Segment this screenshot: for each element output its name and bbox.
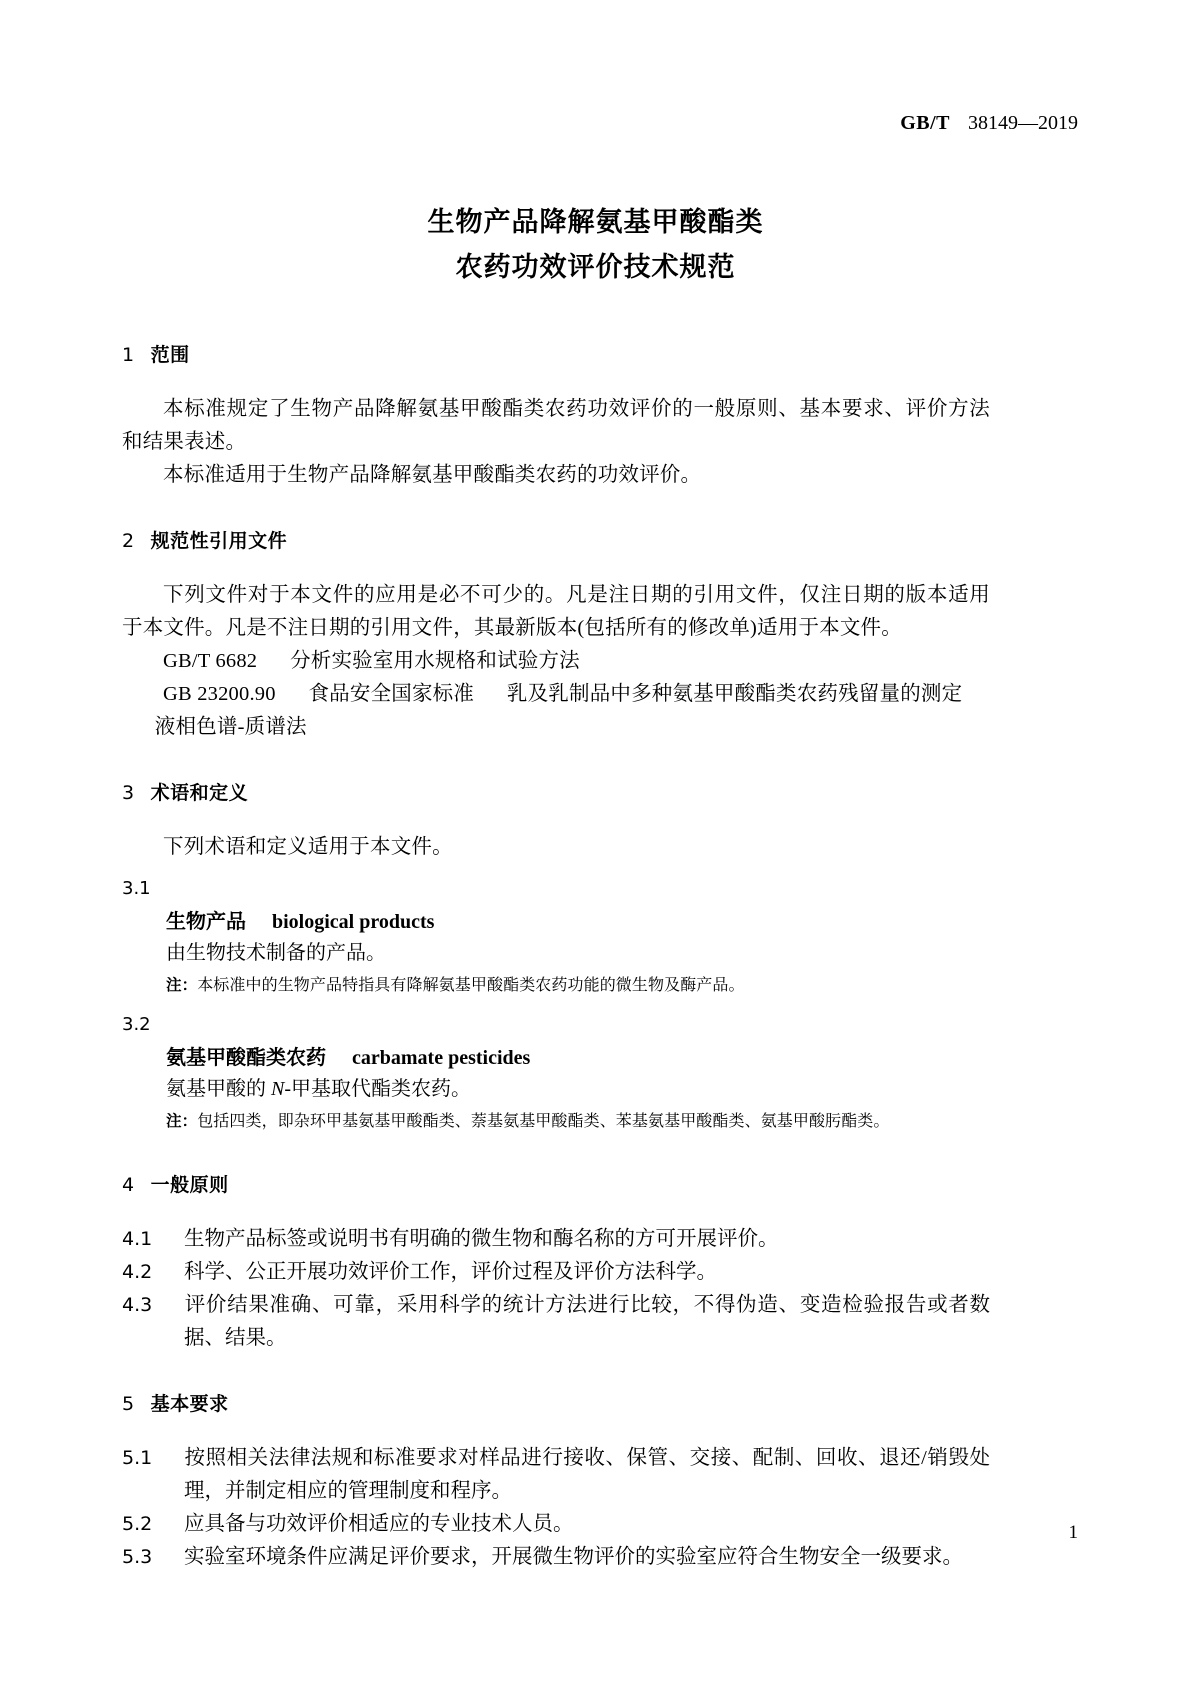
standard-number: 38149—2019 (968, 112, 1078, 134)
clause-index-4-1: 4.1 (122, 1228, 153, 1250)
clause-text-4-1: 生物产品标签或说明书有明确的微生物和酶名称的方可开展评价。 (184, 1228, 779, 1250)
section-number-1: 1 (122, 344, 135, 366)
note-label-3-2: 注： (166, 1112, 198, 1130)
clause-number-3-1: 3.1 (122, 878, 151, 899)
clause-index-4-3: 4.3 (122, 1294, 153, 1316)
reference-code-2: GB 23200.90 (163, 683, 276, 705)
definition-prefix-3-2: 氨基甲酸的 (166, 1078, 266, 1100)
section-title-5: 基本要求 (150, 1393, 229, 1415)
term-3-2 (166, 1042, 990, 1074)
note-label-3-1: 注： (166, 976, 198, 994)
clause-text-4-2: 科学、公正开展功效评价工作，评价过程及评价方法科学。 (184, 1261, 717, 1283)
reference-code-1: GB/T 6682 (163, 650, 258, 672)
reference-item-2 (122, 678, 990, 744)
clause-number-3-2: 3.2 (122, 1014, 151, 1035)
clause-index-5-2: 5.2 (122, 1513, 153, 1535)
note-text-3-1: 本标准中的生物产品特指具有降解氨基甲酸酯类农药功能的微生物及酶产品。 (197, 977, 745, 994)
term-definition-3-1: 由生物技术制备的产品。 (166, 942, 386, 964)
reference-name-2b: 乳及乳制品中多种氨基甲酸酯类农药残留量的测定 (506, 683, 963, 705)
section-title-1: 范围 (150, 344, 190, 366)
section-1-paragraph-2: 本标准适用于生物产品降解氨基甲酸酯类农药的功效评价。 (163, 464, 702, 486)
section-number-5: 5 (122, 1393, 135, 1415)
section-heading-1 (122, 340, 990, 367)
title-line-1: 生物产品降解氨基甲酸酯类 (427, 207, 764, 238)
term-note-3-1 (166, 971, 990, 1000)
term-cn-3-2: 氨基甲酸酯类农药 (166, 1045, 326, 1069)
standard-prefix: GB/T (900, 112, 950, 134)
section-number-2: 2 (122, 530, 135, 552)
section-1-paragraph-1: 本标准规定了生物产品降解氨基甲酸酯类农药功效评价的一般原则、基本要求、评价方法和结果表述。 (122, 398, 990, 453)
clause-index-4-2: 4.2 (122, 1261, 153, 1283)
section-title-2: 规范性引用文件 (150, 530, 288, 552)
reference-name-2: 食品安全国家标准 (308, 683, 475, 705)
clause-text-5-3: 实验室环境条件应满足评价要求，开展微生物评价的实验室应符合生物安全一级要求。 (184, 1546, 963, 1568)
definition-suffix-3-2: -甲基取代酯类农药。 (284, 1078, 472, 1100)
section-number-3: 3 (122, 782, 135, 804)
term-note-3-2 (166, 1107, 990, 1136)
section-title-4: 一般原则 (150, 1174, 229, 1196)
document-header (900, 112, 1078, 135)
clause-index-5-3: 5.3 (122, 1546, 153, 1568)
section-2-intro: 下列文件对于本文件的应用是必不可少的。凡是注日期的引用文件，仅注日期的版本适用于本文件。凡是不注日期的引用文件，其最新版本(包括所有的修改单)适用于本文件。 (122, 584, 990, 639)
reference-name-1: 分析实验室用水规格和试验方法 (290, 650, 580, 672)
clause-text-4-3: 评价结果准确、可靠，采用科学的统计方法进行比较，不得伪造、变造检验报告或者数据、结果。 (184, 1294, 990, 1349)
reference-name-2c: 液相色谱-质谱法 (154, 716, 307, 738)
term-en-3-1: biological products (272, 911, 435, 933)
definition-variable-3-2: N (271, 1078, 285, 1100)
document-body (122, 340, 990, 1574)
clause-4-1 (122, 1223, 990, 1256)
section-heading-5 (122, 1389, 990, 1416)
clause-5-2 (122, 1508, 990, 1541)
clause-5-3 (122, 1541, 990, 1574)
section-number-4: 4 (122, 1174, 135, 1196)
section-heading-3 (122, 778, 990, 805)
note-text-3-2: 包括四类，即杂环甲基氨基甲酸酯类、萘基氨基甲酸酯类、苯基氨基甲酸酯类、氨基甲酸肟酯类。 (197, 1113, 890, 1130)
reference-item-1 (122, 645, 990, 678)
section-title-3: 术语和定义 (150, 782, 249, 804)
clause-5-1 (122, 1442, 990, 1508)
document-title (0, 200, 1191, 290)
term-definition-3-2 (166, 1074, 990, 1105)
term-3-1 (166, 906, 990, 938)
clause-4-2 (122, 1256, 990, 1289)
clause-text-5-2: 应具备与功效评价相适应的专业技术人员。 (184, 1513, 574, 1535)
section-heading-2 (122, 526, 990, 553)
term-en-3-2: carbamate pesticides (352, 1047, 531, 1069)
clause-text-5-1: 按照相关法律法规和标准要求对样品进行接收、保管、交接、配制、回收、退还/销毁处理，并制定相应的管理制度和程序。 (184, 1447, 990, 1502)
section-3-intro: 下列术语和定义适用于本文件。 (163, 836, 453, 858)
page-number: 1 (1068, 1522, 1078, 1543)
clause-index-5-1: 5.1 (122, 1447, 153, 1469)
title-line-2: 农药功效评价技术规范 (455, 252, 736, 283)
clause-4-3 (122, 1289, 990, 1355)
section-heading-4 (122, 1170, 990, 1197)
term-cn-3-1: 生物产品 (166, 909, 246, 933)
